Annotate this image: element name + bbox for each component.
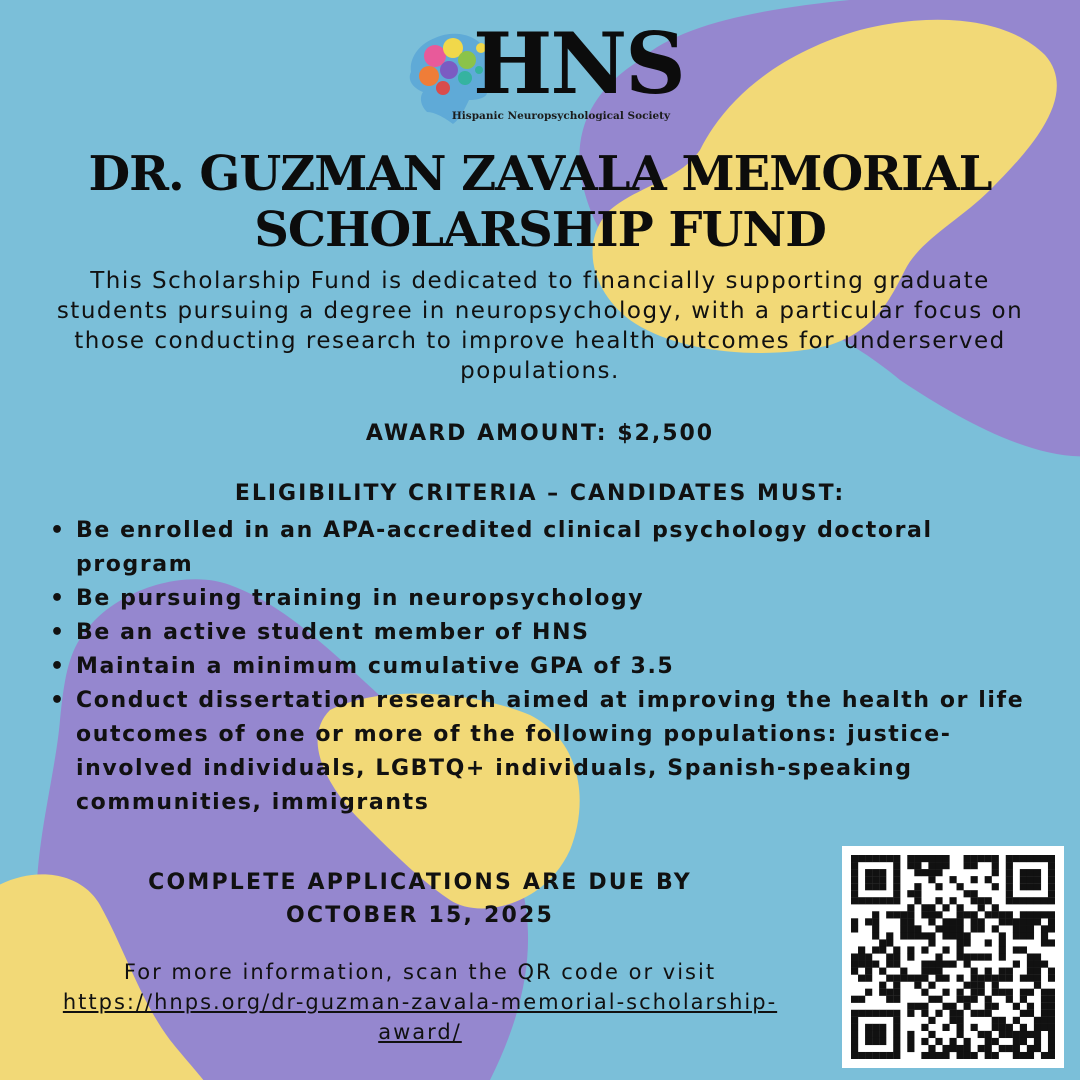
- more-info-text: For more information, scan the QR code or visit: [123, 960, 717, 984]
- deadline-line-1: COMPLETE APPLICATIONS ARE DUE BY: [148, 870, 692, 895]
- bullet-icon: •: [50, 518, 66, 543]
- eligibility-list: [48, 514, 1038, 820]
- more-info: [60, 957, 780, 1047]
- award-amount: AWARD AMOUNT: $2,500: [365, 421, 715, 446]
- page-title: DR. GUZMAN ZAVALA MEMORIAL SCHOLARSHIP FUND: [88, 146, 992, 258]
- intro-paragraph: This Scholarship Fund is dedicated to financially supporting graduate students pursuing a degree in neuropsychology, with a particular focus on those conducting research to improve health outcomes for underserved populations.: [56, 268, 1024, 384]
- bullet-icon: •: [50, 586, 66, 611]
- qr-code[interactable]: [842, 846, 1064, 1068]
- list-item-text: Be pursuing training in neuropsychology: [76, 586, 645, 611]
- logo-subtitle: Hispanic Neuropsychological Society: [451, 110, 671, 122]
- eligibility-heading: ELIGIBILITY CRITERIA – CANDIDATES MUST:: [234, 481, 846, 506]
- deadline: [60, 866, 780, 932]
- list-item-text: Maintain a minimum cumulative GPA of 3.5: [76, 654, 675, 679]
- list-item: [48, 650, 1038, 684]
- list-item: [48, 514, 1038, 582]
- list-item-text: Conduct dissertation research aimed at improving the health or life outcomes of one or more of the following populations: justice-involved individuals, LGBTQ+ individuals, Spanish-speaking communities, immigrants: [76, 688, 1025, 815]
- hns-logo: [405, 14, 685, 128]
- scholarship-link[interactable]: https://hnps.org/dr-guzman-zavala-memorial-scholarship-award/: [62, 990, 778, 1044]
- bullet-icon: •: [50, 688, 66, 713]
- logo-wordmark: HNS: [473, 14, 684, 113]
- bullet-icon: •: [50, 654, 66, 679]
- list-item: [48, 684, 1038, 820]
- list-item-text: Be enrolled in an APA-accredited clinical psychology doctoral program: [76, 518, 933, 577]
- list-item-text: Be an active student member of HNS: [76, 620, 590, 645]
- deadline-date: OCTOBER 15, 2025: [285, 903, 554, 928]
- bullet-icon: •: [50, 620, 66, 645]
- qr-code-icon: [851, 855, 1055, 1059]
- list-item: [48, 616, 1038, 650]
- list-item: [48, 582, 1038, 616]
